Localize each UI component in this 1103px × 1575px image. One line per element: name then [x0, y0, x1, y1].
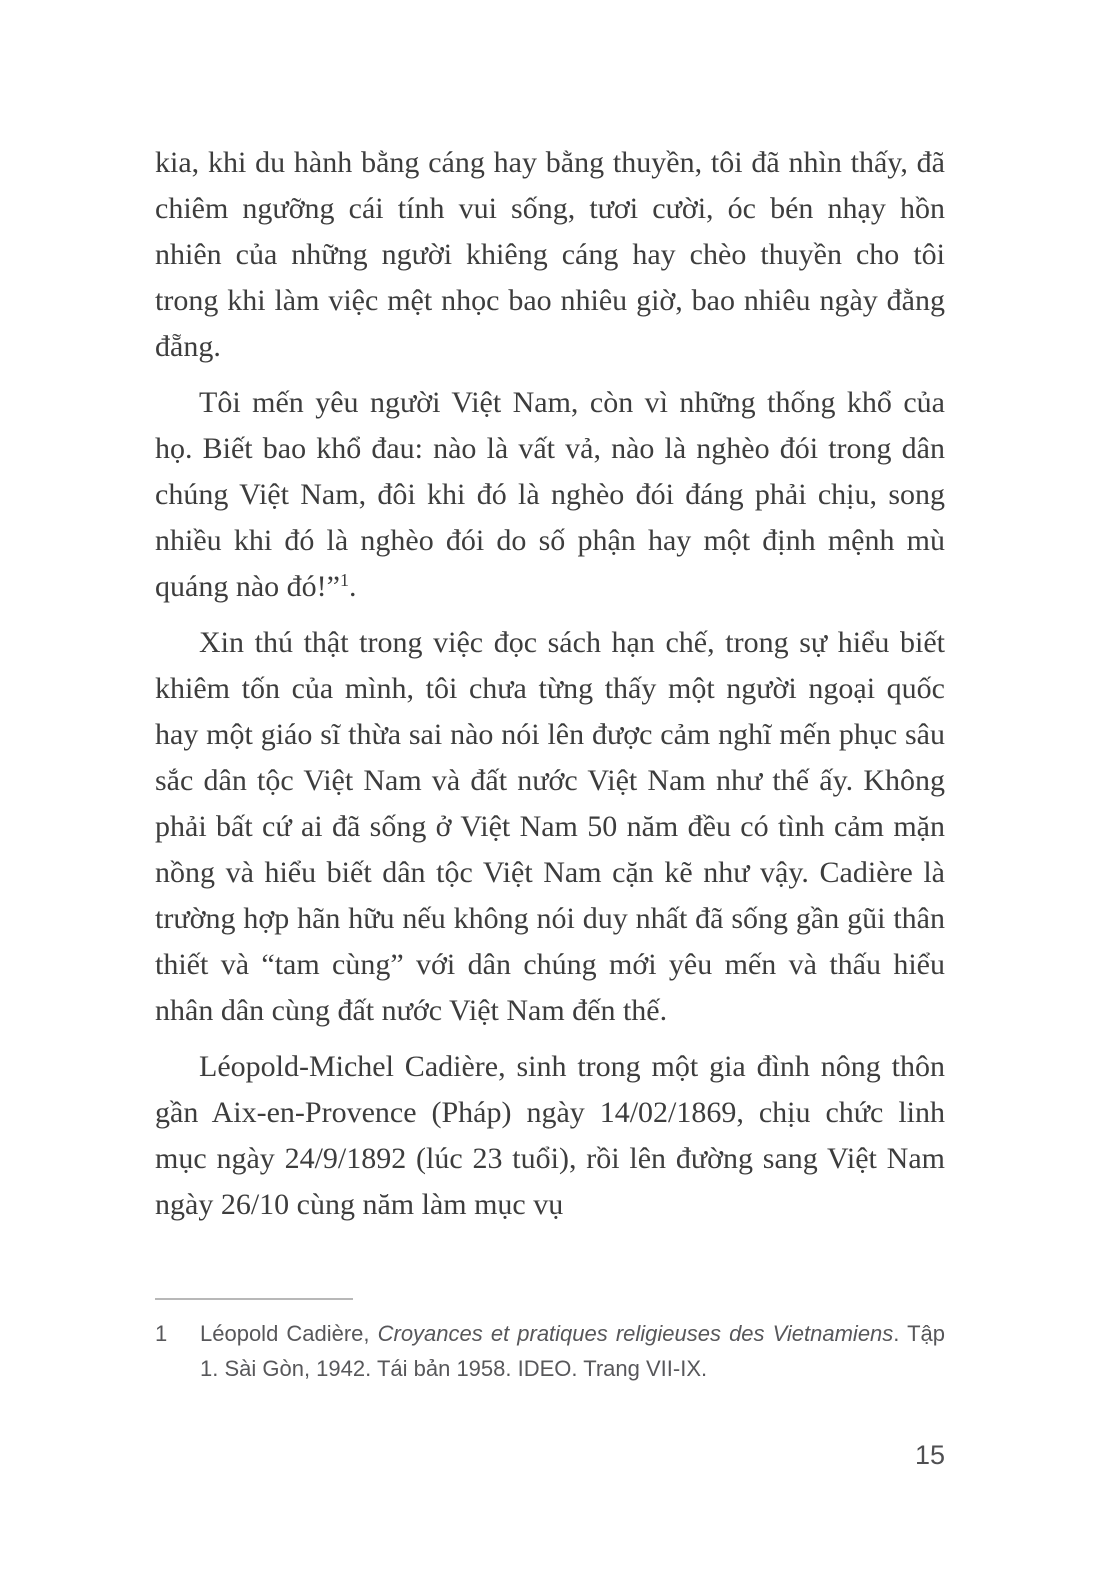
page-body [155, 140, 945, 1238]
paragraph-4: Léopold-Michel Cadière, sinh trong một gia đình nông thôn gần Aix-en-Provence (Pháp) ngày 14/02/1869, chịu chức linh mục ngày 24/9/1892 (lúc 23 tuổi), rồi lên đường sang Việt Nam ngày 26/10 cùng năm làm mục vụ [155, 1050, 945, 1221]
paragraph-2-text: Tôi mến yêu người Việt Nam, còn vì những thống khổ của họ. Biết bao khổ đau: nào là vất vả, nào là nghèo đói trong dân chúng Việt Nam, đôi khi đó là nghèo đói đáng phải chịu, song nhiều khi đó là nghèo đói do số phận hay một định mệnh mù quáng nào đó!” [155, 386, 945, 603]
page-number: 15 [914, 1440, 945, 1470]
footnote-book-title: Croyances et pratiques religieuses des Vietnamiens [377, 1321, 894, 1346]
paragraph-2 [155, 380, 945, 610]
footnote-section [155, 1298, 945, 1386]
footnote-separator [155, 1298, 353, 1300]
footnote-1 [155, 1316, 945, 1386]
paragraph-2-period: . [348, 570, 357, 603]
footnote-publication-info: . Tập 1. Sài Gòn, 1942. Tái bản 1958. IDEO. Trang VII-IX. [200, 1321, 945, 1381]
footnote-text [200, 1316, 945, 1386]
paragraph-1: kia, khi du hành bằng cáng hay bằng thuyền, tôi đã nhìn thấy, đã chiêm ngưỡng cái tính vui sống, tươi cười, óc bén nhạy hồn nhiên của những người khiêng cáng hay chèo thuyền cho tôi trong khi làm việc mệt nhọc bao nhiêu giờ, bao nhiêu ngày đằng đẵng. [155, 146, 945, 363]
footnote-author: Léopold Cadière, [200, 1321, 378, 1346]
paragraph-3: Xin thú thật trong việc đọc sách hạn chế, trong sự hiểu biết khiêm tốn của mình, tôi chưa từng thấy một người ngoại quốc hay một giáo sĩ thừa sai nào nói lên được cảm nghĩ mến phục sâu sắc dân tộc Việt Nam và đất nước Việt Nam như thế ấy. Không phải bất cứ ai đã sống ở Việt Nam 50 năm đều có tình cảm mặn nồng và hiểu biết dân tộc Việt Nam cặn kẽ như vậy. Cadière là trường hợp hãn hữu nếu không nói duy nhất đã sống gần gũi thân thiết và “tam cùng” với dân chúng mới yêu mến và thấu hiểu nhân dân cùng đất nước Việt Nam đến thế. [155, 626, 945, 1027]
footnote-number: 1 [155, 1321, 168, 1346]
footnote-reference-1: 1 [339, 570, 349, 591]
